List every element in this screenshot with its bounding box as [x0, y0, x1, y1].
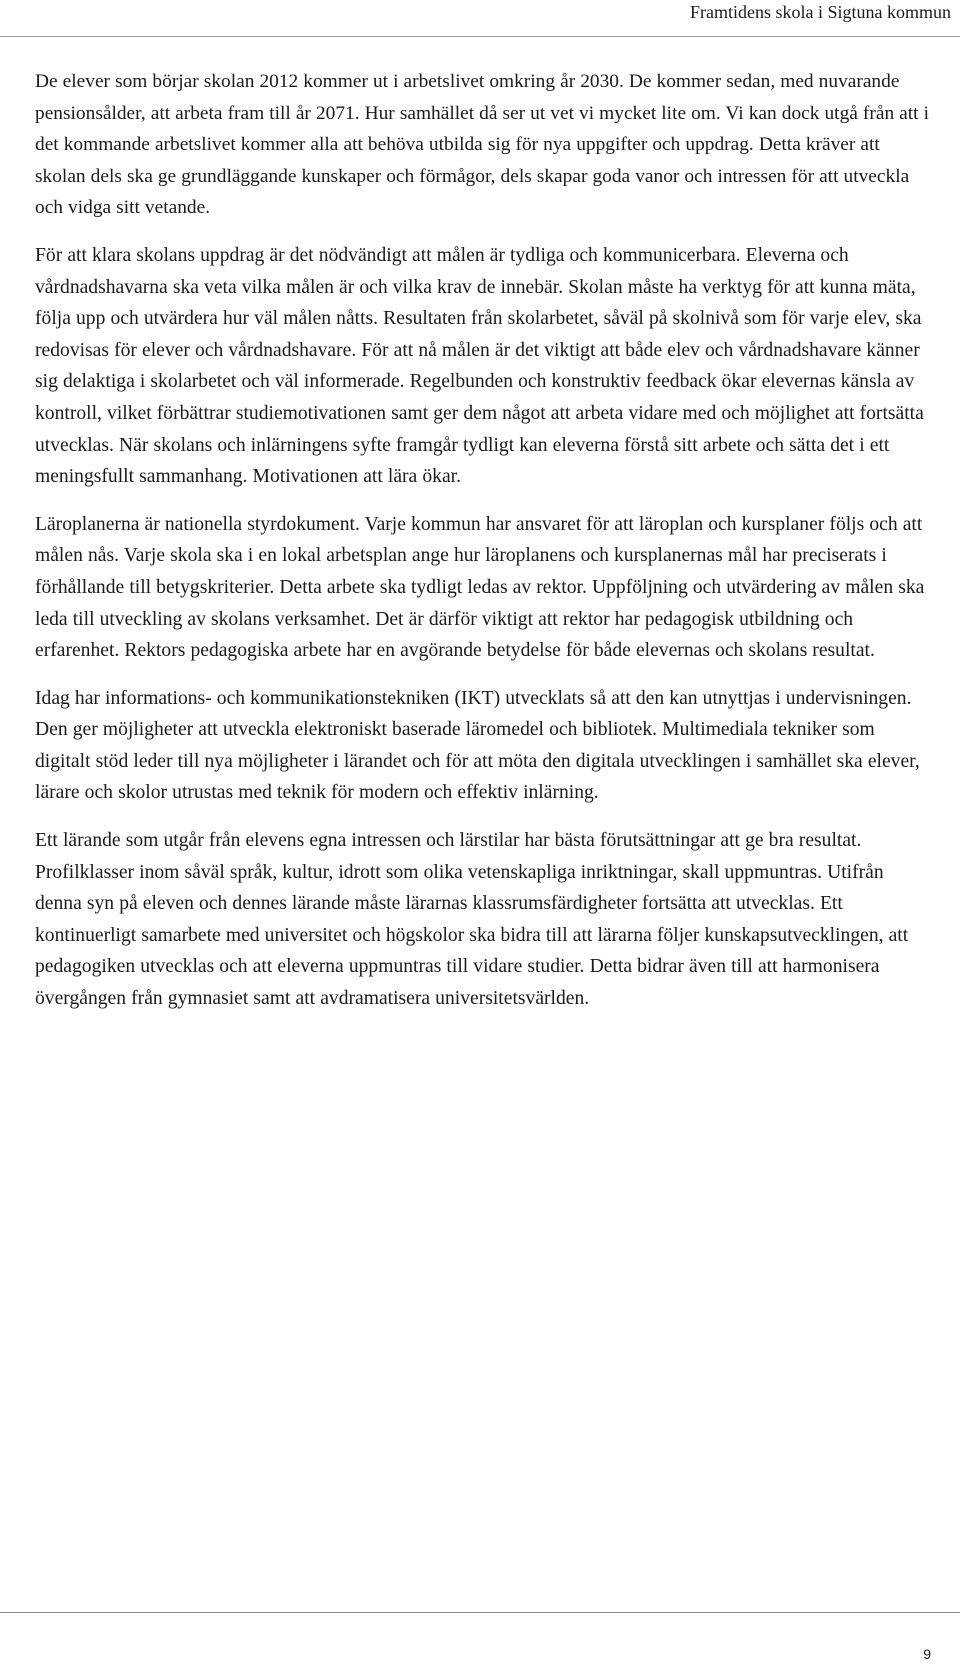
paragraph-clear-goals: För att klara skolans uppdrag är det nödvändigt att målen är tydliga och kommunicerbara. Eleverna och vårdnadshavarna ska veta vilka målen är och vilka krav de innebär. Skolan måste ha verktyg för att kunna mäta, följa upp och utvärdera hur väl målen nåtts. Resultaten från skolarbetet, såväl på skolnivå som för varje elev, ska redovisas för elever och vårdnadshavare. För att nå målen är det viktigt att både elev och vårdnadshavare känner sig delaktiga i skolarbetet och väl informerade. Regelbunden och konstruktiv feedback ökar elevernas känsla av kontroll, vilket förbättrar studiemotivationen samt ger dem något att arbeta vidare med och möjlighet att fortsätta utvecklas. När skolans och inlärningens syfte framgår tydligt kan eleverna förstå sitt arbete och sätta det i ett meningsfullt sammanhang. Motivationen att lära ökar.	[35, 244, 924, 488]
running-footer	[0, 1612, 960, 1677]
header-title: Framtidens skola i Sigtuna kommun	[690, 2, 951, 22]
paragraph-learning-styles: Ett lärande som utgår från elevens egna intressen och lärstilar har bästa förutsättningar att ge bra resultat. Profilklasser inom såväl språk, kultur, idrott som olika vetenskapliga inriktningar, skall uppmuntras. Utifrån denna syn på eleven och dennes lärande måste lärarnas klassrumsfärdigheter fortsätta att utvecklas. Ett kontinuerligt samarbete med universitet och högskolor ska bidra till att lärarna följer kunskapsutvecklingen, att pedagogiken utvecklas och att eleverna uppmuntras till vidare studier. Detta bidrar även till att harmonisera övergången från gymnasiet samt att avdramatisera universitetsvärlden.	[35, 830, 909, 1010]
paragraph-ikt: Idag har informations- och kommunikationstekniken (IKT) utvecklats så att den kan utnyttjas i undervisningen. Den ger möjligheter att utveckla elektroniskt baserade läromedel och bibliotek. Multimediala tekniker som digitalt stöd leder till nya möjligheter i lärandet och för att möta den digitala utvecklingen i samhället ska elever, lärare och skolor utrustas med teknik för modern och effektiv inlärning.	[35, 687, 920, 804]
page-number: 9	[923, 1646, 931, 1662]
paragraph-future-workforce: De elever som börjar skolan 2012 kommer ut i arbetslivet omkring år 2030. De kommer sedan, med nuvarande pensionsålder, att arbeta fram till år 2071. Hur samhället då ser ut vet vi mycket lite om. Vi kan dock utgå från att i det kommande arbetslivet kommer alla att behöva utbilda sig för nya uppgifter och uppdrag. Detta kräver att skolan dels ska ge grundläggande kunskaper och förmågor, dels skapar goda vanor och intressen för att utveckla och vidga sitt vetande.	[35, 71, 930, 219]
running-header	[0, 0, 960, 38]
header-rule	[0, 36, 960, 37]
body-text	[35, 66, 933, 1031]
paragraph-curricula: Läroplanerna är nationella styrdokument. Varje kommun har ansvaret för att läroplan och kursplaner följs och att målen nås. Varje skola ska i en lokal arbetsplan ange hur läroplanens och kursplanernas mål har preciserats i förhållande till betygskriterier. Detta arbete ska tydligt ledas av rektor. Uppföljning och utvärdering av målen ska leda till utveckling av skolans verksamhet. Det är därför viktigt att rektor har pedagogisk utbildning och erfarenhet. Rektors pedagogiska arbete har en avgörande betydelse för både elevernas och skolans resultat.	[35, 513, 925, 662]
footer-rule	[0, 1612, 960, 1613]
